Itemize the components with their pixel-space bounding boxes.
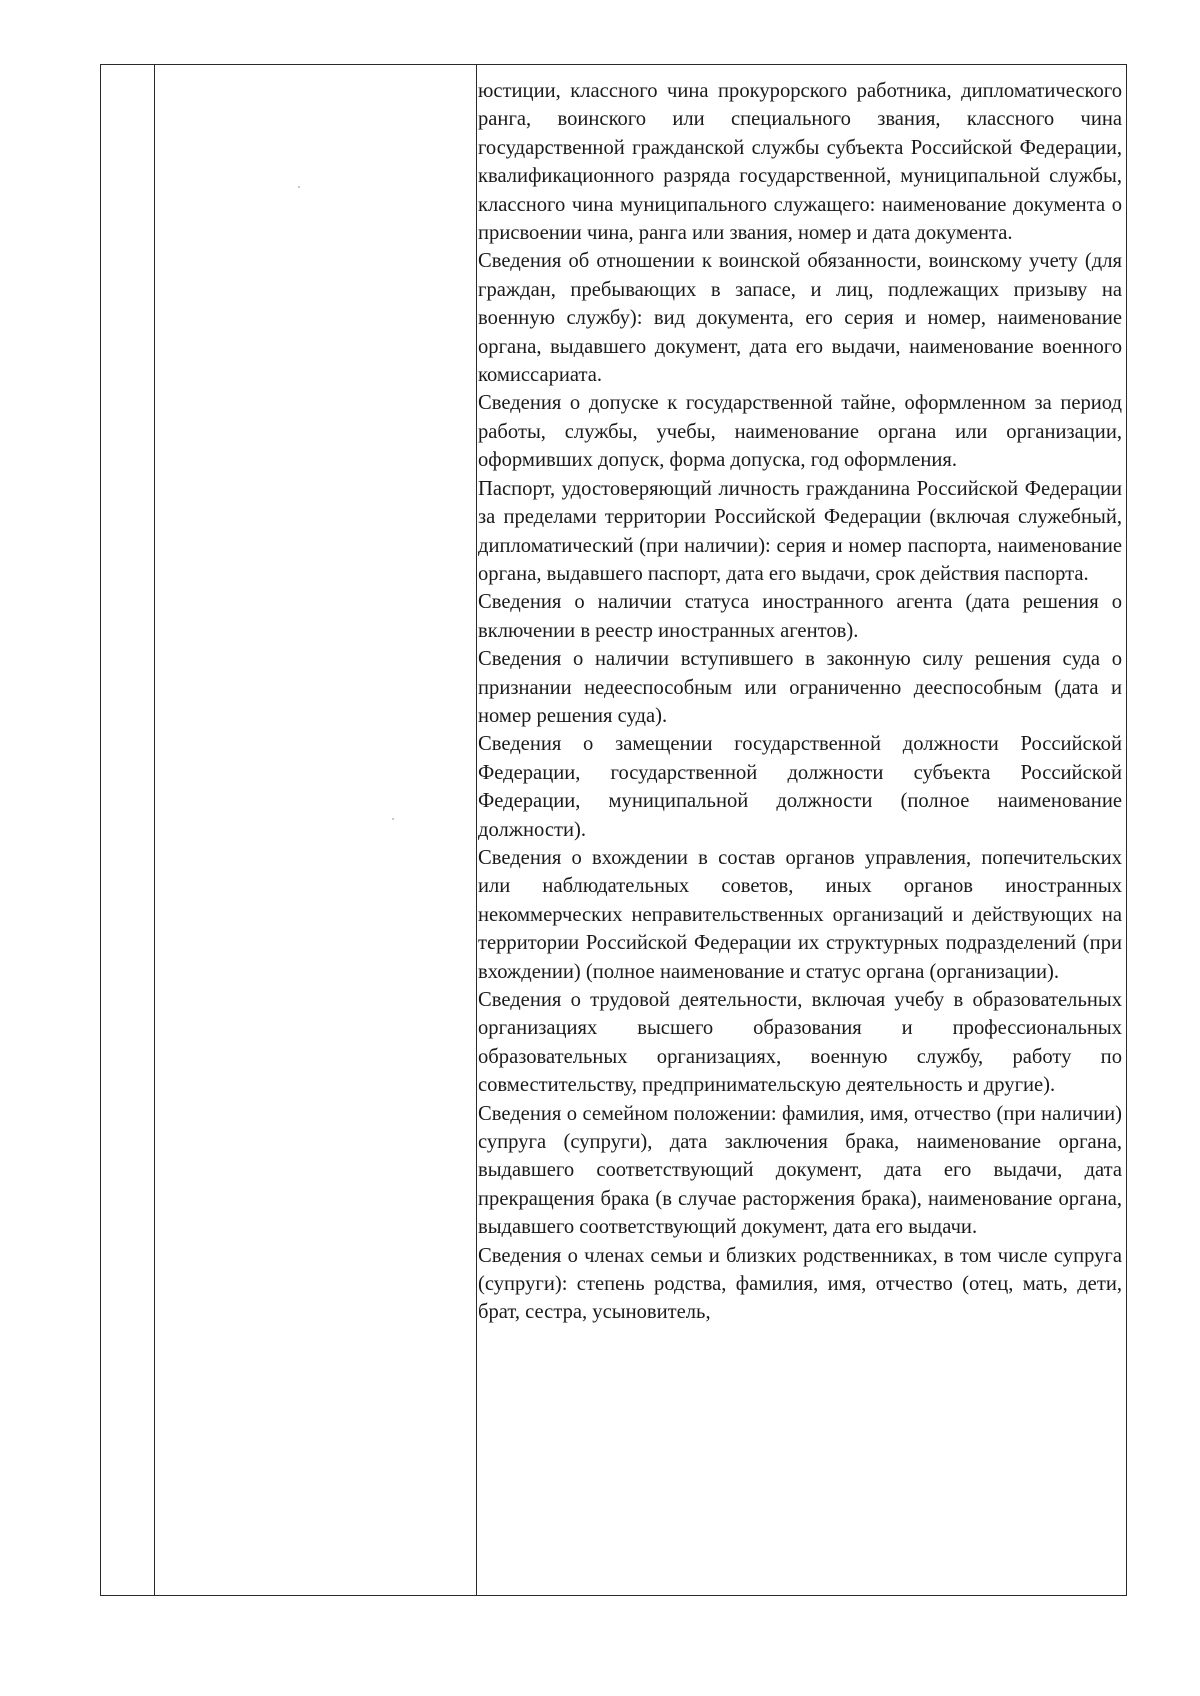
paragraph-state-secret-access: Сведения о допуске к государственной тайне, оформленном за период работы, службы, учебы, наименование органа или организации, оформивших допуск, форма допуска, год оформления. <box>478 392 1122 472</box>
table-cell-description <box>478 77 1122 1327</box>
paragraph-family-relatives: Сведения о членах семьи и близких родственниках, в том числе супруга (супруги): степень родства, фамилия, имя, отчество (отец, мать, дети, брат, сестра, усыновитель, <box>478 1244 1122 1324</box>
table-cell-number <box>101 65 154 1595</box>
paragraph-rank-documents: юстиции, классного чина прокурорского работника, дипломатического ранга, воинского или специального звания, классного чина государственной гражданской службы субъекта Российской Федерации, квалификационного разряда государственной, муниципальной службы, классного чина муниципального служащего: наименование документа о присвоении чина, ранга или звания, номер и дата документа. <box>478 80 1122 245</box>
paragraph-marital-status: Сведения о семейном положении: фамилия, имя, отчество (при наличии) супруга (супруги), дата заключения брака, наименование органа, выдавшего соответствующий документ, дата его выдачи, дата прекращения брака (в случае расторжения брака), наименование органа, выдавшего соответствующий документ, дата его выдачи. <box>478 1102 1122 1239</box>
paragraph-foreign-passport: Паспорт, удостоверяющий личность гражданина Российской Федерации за пределами территории Российской Федерации (включая служебный, дипломатический (при наличии): серия и номер паспорта, наименование органа, выдавшего паспорт, дата его выдачи, срок действия паспорта. <box>478 477 1122 585</box>
paragraph-incapacity-ruling: Сведения о наличии вступившего в законную силу решения суда о признании недееспособным или ограниченно дееспособным (дата и номер решения суда). <box>478 648 1122 727</box>
table-cell-category <box>155 65 476 1595</box>
paragraph-foreign-ngo-membership: Сведения о вхождении в состав органов управления, попечительских или наблюдательных советов, иных органов иностранных некоммерческих неправительственных организаций и действующих на территории Российской Федерации их структурных подразделений (при вхождении) (полное наименование и статус органа (организации). <box>478 846 1122 983</box>
paragraph-military-duty: Сведения об отношении к воинской обязанности, воинскому учету (для граждан, пребывающих в запасе, и лиц, подлежащих призыву на военную службу): вид документа, его серия и номер, наименование органа, выдавшего документ, дата его выдачи, наименование военного комиссариата. <box>478 250 1122 387</box>
paragraph-foreign-agent-status: Сведения о наличии статуса иностранного агента (дата решения о включении в реестр иностранных агентов). <box>478 591 1122 642</box>
column-divider <box>476 65 477 1595</box>
paragraph-state-position: Сведения о замещении государственной должности Российской Федерации, государственной должности субъекта Российской Федерации, муниципальной должности (полное наименование должности). <box>478 733 1122 841</box>
paragraph-employment-history: Сведения о трудовой деятельности, включая учебу в образовательных организациях высшего образования и профессиональных образовательных организациях, военную службу, работу по совместительству, предпринимательскую деятельность и другие). <box>478 989 1122 1097</box>
table <box>100 64 1127 1596</box>
